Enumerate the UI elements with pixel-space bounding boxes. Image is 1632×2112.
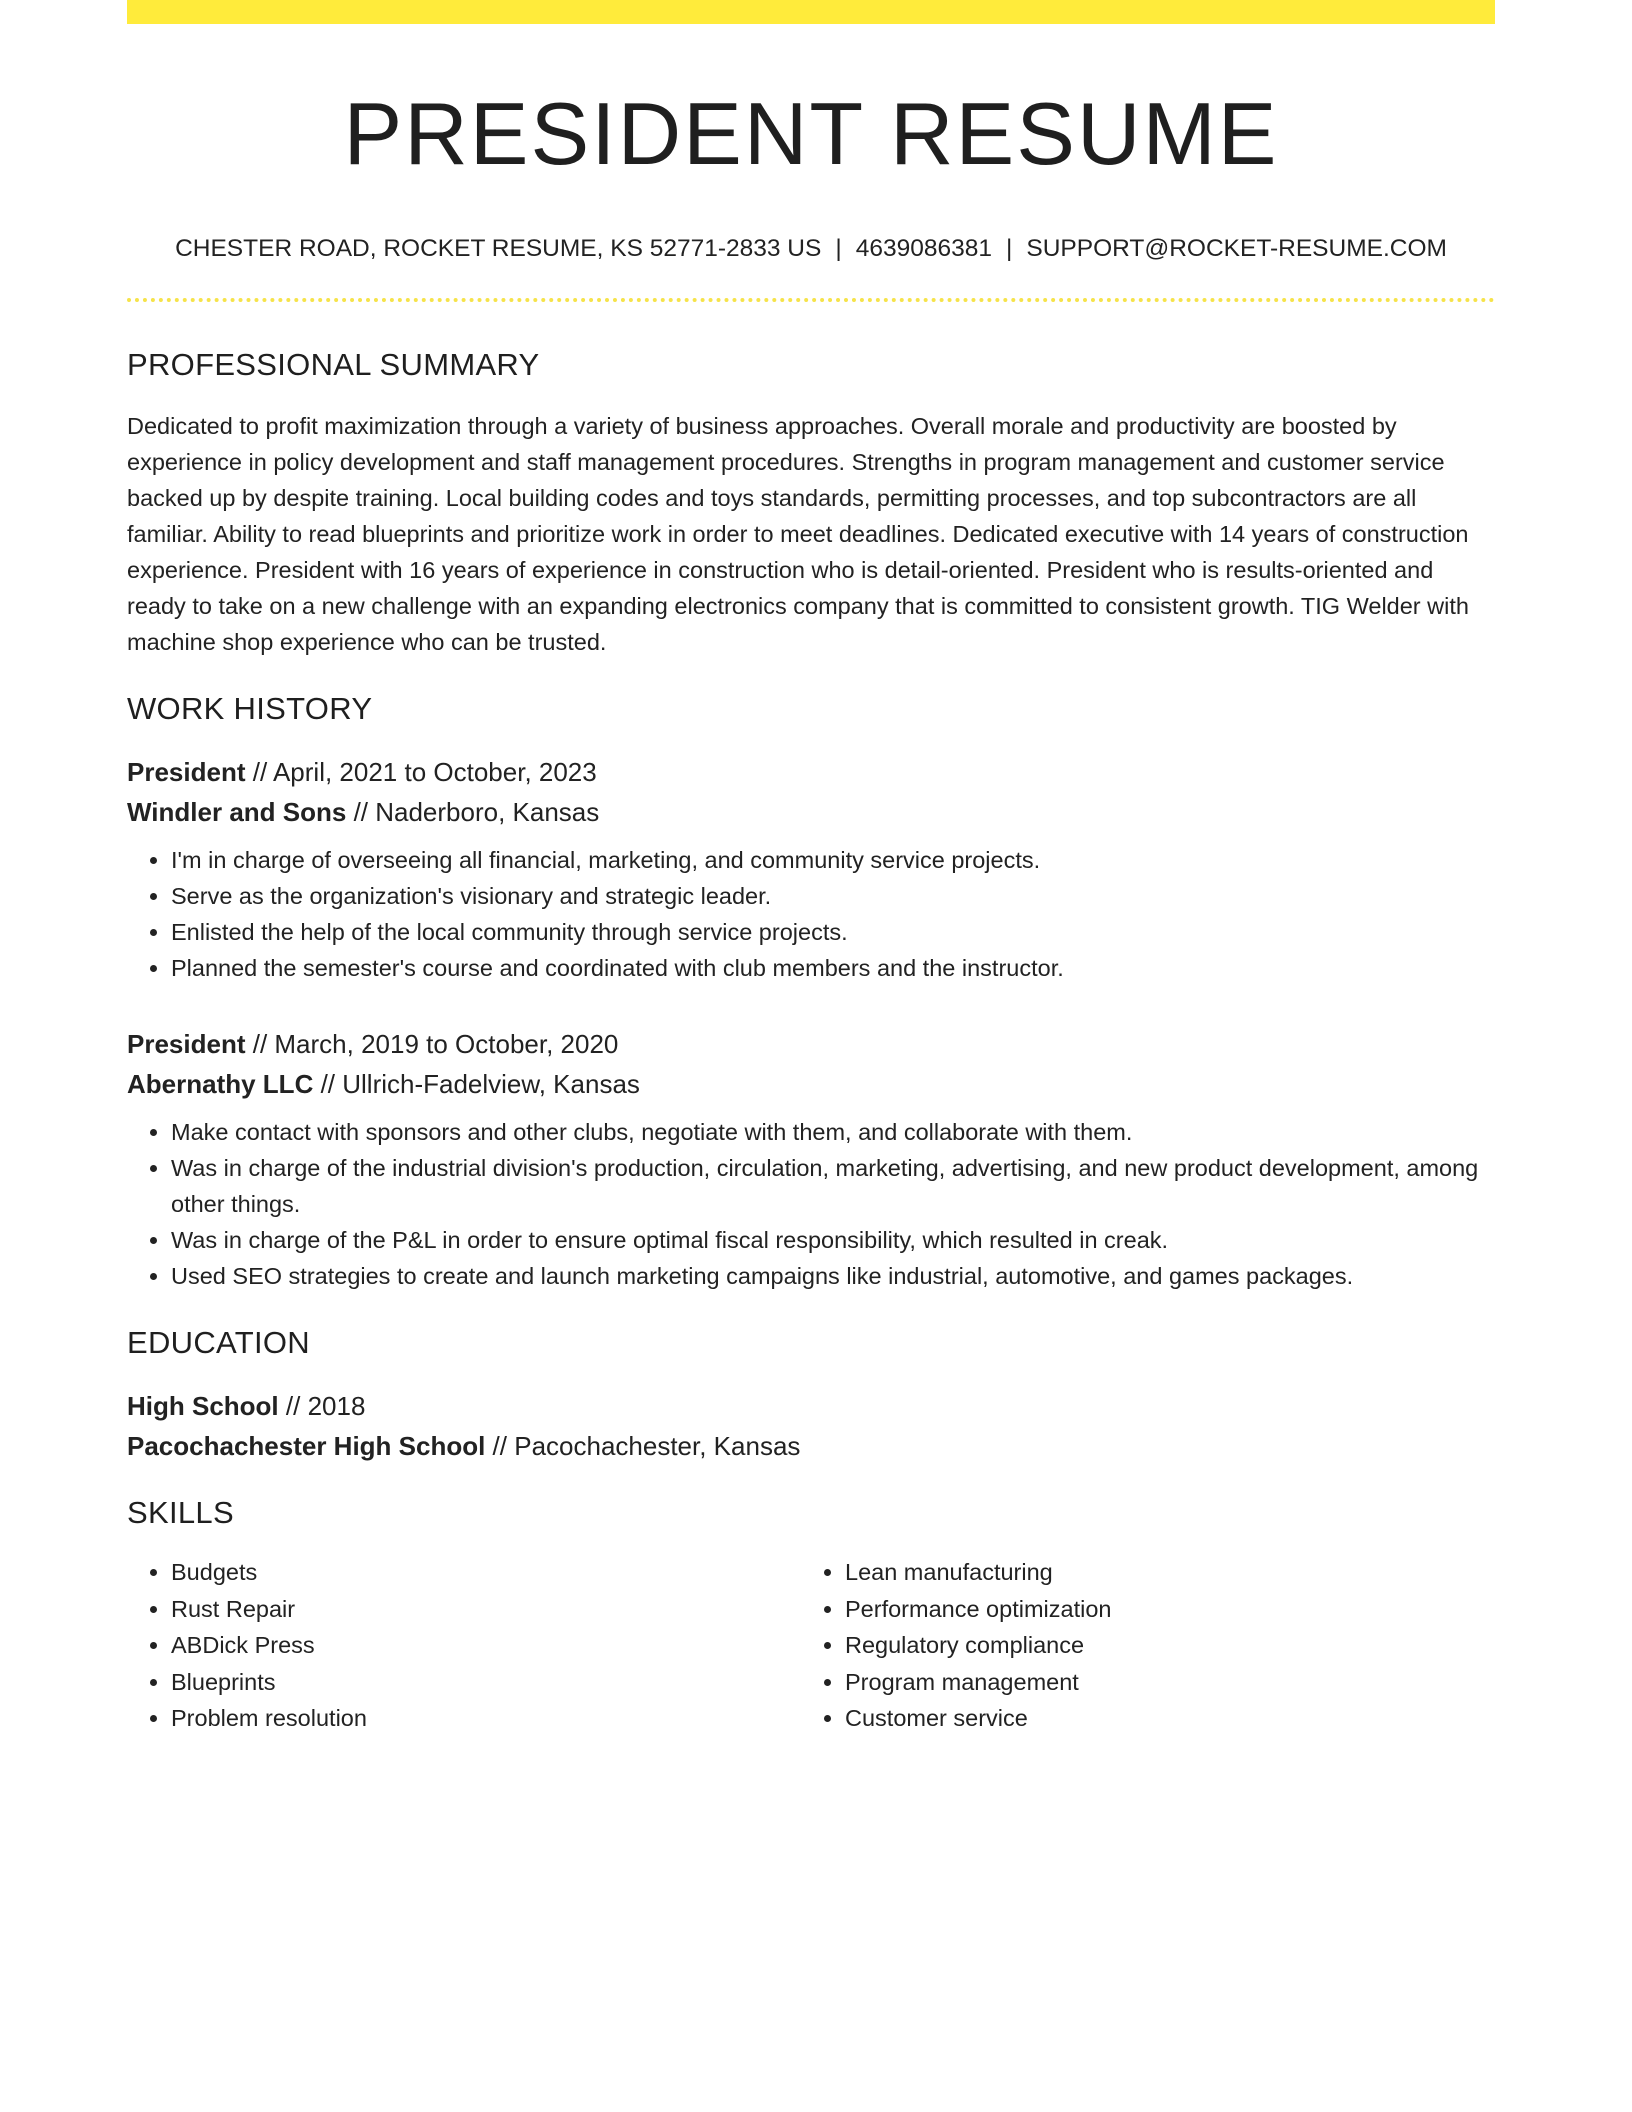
- skills-list: [127, 1554, 1495, 1737]
- skills-column-left: [127, 1554, 801, 1737]
- list-item: • Used SEO strategies to create and launch marketing campaigns like industrial, automotive, and games packages.: [171, 1258, 1495, 1294]
- work-history-heading: WORK HISTORY: [127, 691, 373, 726]
- job-bullets: [127, 842, 1495, 986]
- skill-item: • Regulatory compliance: [845, 1627, 1485, 1664]
- job-location: // Naderboro, Kansas: [346, 797, 600, 827]
- skill-item: • Performance optimization: [845, 1591, 1485, 1628]
- education-school-line: [127, 1426, 1495, 1466]
- contact-phone: 4639086381: [855, 235, 992, 262]
- education-degree-line: [127, 1386, 1495, 1426]
- list-item: • Serve as the organization's visionary and strategic leader.: [171, 878, 1495, 914]
- skill-item: • Customer service: [845, 1700, 1485, 1737]
- contact-address: CHESTER ROAD, ROCKET RESUME, KS 52771-2833 US: [175, 235, 822, 262]
- accent-bar: [127, 0, 1495, 24]
- summary-text: Dedicated to profit maximization through a variety of business approaches. Overall morale and productivity are boosted by experience in policy development and staff management procedures. Strengths in program management and customer service backed up by despite training. Local building codes and toys standards, permitting processes, and top subcontractors are all familiar. Ability to read blueprints and prioritize work in order to meet deadlines. Dedicated executive with 14 years of construction experience. President with 16 years of experience in construction who is detail-oriented. President who is results-oriented and ready to take on a new challenge with an expanding electronics company that is committed to consistent growth. TIG Welder with machine shop experience who can be trusted.: [127, 413, 1469, 655]
- education-heading: EDUCATION: [127, 1325, 310, 1360]
- list-item: • Was in charge of the industrial division's production, circulation, marketing, advertising, and new product development, among other things.: [171, 1150, 1495, 1222]
- job-company-line: [127, 1064, 1495, 1104]
- contact-separator: |: [835, 235, 842, 262]
- contact-separator: |: [1006, 235, 1013, 262]
- skill-item: • Problem resolution: [171, 1700, 801, 1737]
- resume-title: PRESIDENT RESUME: [343, 84, 1279, 183]
- job-company: Windler and Sons: [127, 797, 347, 827]
- contact-email: SUPPORT@ROCKET-RESUME.COM: [1026, 235, 1447, 262]
- skill-item: • Blueprints: [171, 1664, 801, 1701]
- education-year: // 2018: [278, 1391, 366, 1421]
- job-bullets: [127, 1114, 1495, 1294]
- list-item: • Planned the semester's course and coordinated with club members and the instructor.: [171, 950, 1495, 986]
- skill-item: • Program management: [845, 1664, 1485, 1701]
- job-title-line: [127, 1024, 1495, 1064]
- skill-item: • Budgets: [171, 1554, 801, 1591]
- job-location: // Ullrich-Fadelview, Kansas: [313, 1069, 640, 1099]
- education-school: Pacochachester High School: [127, 1431, 486, 1461]
- resume-page: [127, 0, 1495, 1737]
- job-company: Abernathy LLC: [127, 1069, 314, 1099]
- contact-line: [127, 234, 1495, 264]
- education-entry: [127, 1386, 1495, 1466]
- job-title: President: [127, 757, 246, 787]
- dotted-divider: [127, 298, 1495, 302]
- education-degree: High School: [127, 1391, 279, 1421]
- job-entry: [127, 1024, 1495, 1294]
- education-location: // Pacochachester, Kansas: [485, 1431, 801, 1461]
- skills-heading: SKILLS: [127, 1495, 234, 1530]
- list-item: • Was in charge of the P&L in order to ensure optimal fiscal responsibility, which resulted in creak.: [171, 1222, 1495, 1258]
- list-item: • I'm in charge of overseeing all financial, marketing, and community service projects.: [171, 842, 1495, 878]
- skill-item: • Lean manufacturing: [845, 1554, 1485, 1591]
- list-item: • Enlisted the help of the local community through service projects.: [171, 914, 1495, 950]
- job-dates: // March, 2019 to October, 2020: [245, 1029, 619, 1059]
- job-entry: [127, 752, 1495, 986]
- list-item: • Make contact with sponsors and other clubs, negotiate with them, and collaborate with them.: [171, 1114, 1495, 1150]
- summary-heading: PROFESSIONAL SUMMARY: [127, 347, 540, 382]
- job-title: President: [127, 1029, 246, 1059]
- skills-column-right: [801, 1554, 1485, 1737]
- job-company-line: [127, 792, 1495, 832]
- skill-item: • Rust Repair: [171, 1591, 801, 1628]
- skill-item: • ABDick Press: [171, 1627, 801, 1664]
- job-title-line: [127, 752, 1495, 792]
- job-dates: // April, 2021 to October, 2023: [245, 757, 597, 787]
